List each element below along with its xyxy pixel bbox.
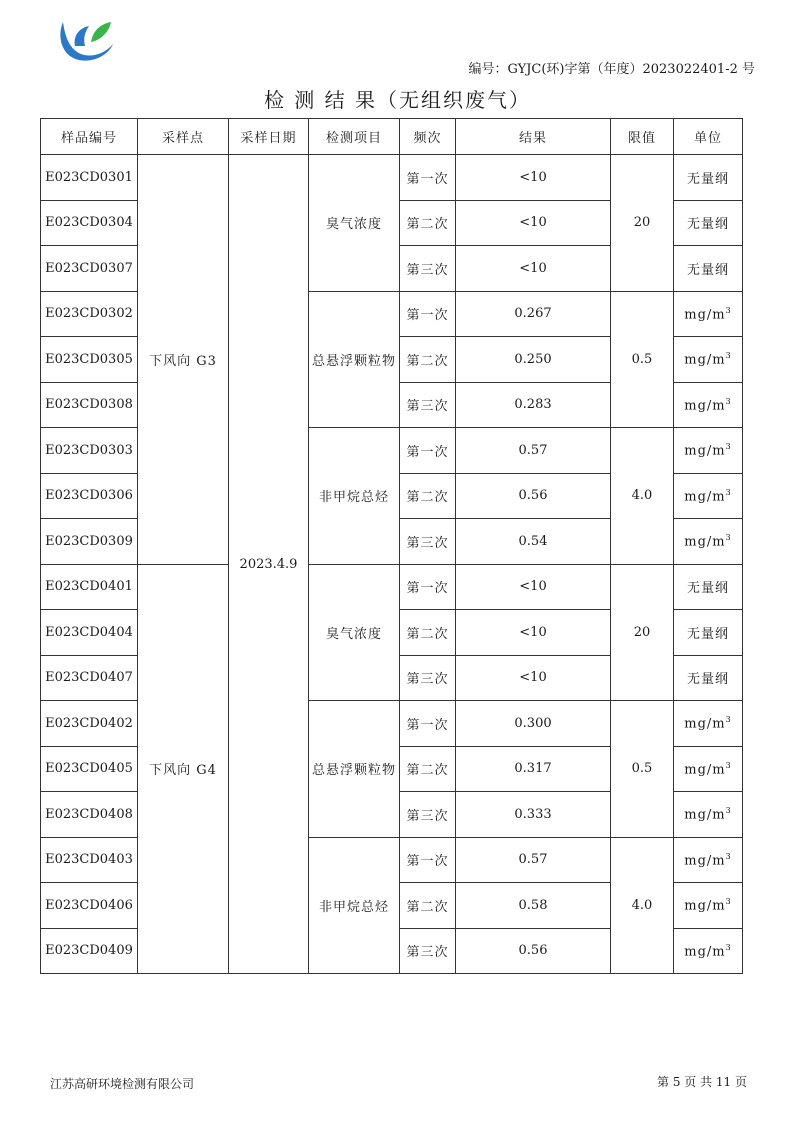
header-unit: 单位 [674, 119, 743, 155]
header-frequency: 频次 [400, 119, 456, 155]
unit-text: mg/m [684, 443, 726, 459]
unit-text: 无量纲 [686, 672, 729, 688]
frequency-cell: 第二次 [400, 200, 456, 246]
result-cell: <10 [456, 610, 611, 656]
unit-text: 无量纲 [686, 581, 729, 597]
result-cell: 0.56 [456, 928, 611, 974]
sample-id-cell: E023CD0408 [41, 792, 138, 838]
header-sampling-date: 采样日期 [229, 119, 309, 155]
sample-id-cell: E023CD0301 [41, 155, 138, 201]
unit-cell [674, 792, 743, 838]
unit-cell [674, 200, 743, 246]
result-cell: 0.58 [456, 883, 611, 929]
unit-superscript: 3 [725, 851, 732, 861]
frequency-cell: 第一次 [400, 155, 456, 201]
table-row [41, 155, 743, 201]
frequency-cell: 第二次 [400, 746, 456, 792]
result-cell: <10 [456, 655, 611, 701]
result-cell: 0.57 [456, 837, 611, 883]
result-cell: <10 [456, 155, 611, 201]
result-cell: 0.250 [456, 337, 611, 383]
frequency-cell: 第一次 [400, 428, 456, 474]
sample-id-cell: E023CD0304 [41, 200, 138, 246]
test-item-cell: 臭气浓度 [309, 155, 400, 292]
frequency-cell: 第二次 [400, 883, 456, 929]
frequency-cell: 第二次 [400, 610, 456, 656]
test-item-cell: 总悬浮颗粒物 [309, 291, 400, 428]
unit-cell [674, 382, 743, 428]
result-cell: 0.333 [456, 792, 611, 838]
page-title: 检 测 结 果（无组织废气） [263, 88, 532, 112]
unit-cell [674, 291, 743, 337]
sample-id-cell: E023CD0402 [41, 701, 138, 747]
result-cell: 0.283 [456, 382, 611, 428]
unit-cell [674, 701, 743, 747]
unit-superscript: 3 [725, 760, 732, 770]
unit-cell [674, 837, 743, 883]
table-row [41, 564, 743, 610]
unit-text: mg/m [684, 716, 726, 732]
unit-superscript: 3 [725, 442, 732, 452]
test-item-cell: 臭气浓度 [309, 564, 400, 701]
sample-id-cell: E023CD0303 [41, 428, 138, 474]
limit-cell: 0.5 [611, 701, 674, 838]
unit-superscript: 3 [725, 942, 732, 952]
sample-id-cell: E023CD0403 [41, 837, 138, 883]
sample-id-cell: E023CD0307 [41, 246, 138, 292]
frequency-cell: 第三次 [400, 382, 456, 428]
result-cell: 0.267 [456, 291, 611, 337]
result-cell: <10 [456, 200, 611, 246]
frequency-cell: 第三次 [400, 246, 456, 292]
limit-cell: 4.0 [611, 837, 674, 974]
result-cell: 0.300 [456, 701, 611, 747]
sample-id-cell: E023CD0407 [41, 655, 138, 701]
result-cell: <10 [456, 564, 611, 610]
unit-superscript: 3 [725, 897, 732, 907]
frequency-cell: 第一次 [400, 564, 456, 610]
header-sample-id: 样品编号 [41, 119, 138, 155]
unit-cell [674, 655, 743, 701]
unit-text: mg/m [684, 761, 726, 777]
test-item-cell: 非甲烷总烃 [309, 837, 400, 974]
sample-id-cell: E023CD0308 [41, 382, 138, 428]
header-result: 结果 [456, 119, 611, 155]
unit-text: mg/m [684, 807, 726, 823]
sample-id-cell: E023CD0305 [41, 337, 138, 383]
footer-company: 江苏高研环境检测有限公司 [50, 1077, 195, 1091]
frequency-cell: 第三次 [400, 928, 456, 974]
unit-superscript: 3 [725, 487, 732, 497]
limit-cell: 0.5 [611, 291, 674, 428]
sample-id-cell: E023CD0406 [41, 883, 138, 929]
unit-cell [674, 564, 743, 610]
unit-superscript: 3 [725, 715, 732, 725]
unit-text: mg/m [684, 943, 726, 959]
unit-superscript: 3 [725, 396, 732, 406]
unit-text: mg/m [684, 852, 726, 868]
sample-id-cell: E023CD0306 [41, 473, 138, 519]
unit-cell [674, 337, 743, 383]
header-test-item: 检测项目 [309, 119, 400, 155]
result-cell: 0.56 [456, 473, 611, 519]
unit-superscript: 3 [725, 305, 732, 315]
unit-cell [674, 519, 743, 565]
frequency-cell: 第二次 [400, 473, 456, 519]
frequency-cell: 第三次 [400, 655, 456, 701]
company-logo-icon [55, 16, 117, 66]
sample-id-cell: E023CD0404 [41, 610, 138, 656]
unit-cell [674, 610, 743, 656]
header-limit: 限值 [611, 119, 674, 155]
unit-cell [674, 155, 743, 201]
unit-text: mg/m [684, 306, 726, 322]
unit-text: mg/m [684, 898, 726, 914]
unit-cell [674, 928, 743, 974]
sampling-point-cell: 下风向 G4 [138, 564, 229, 974]
frequency-cell: 第一次 [400, 291, 456, 337]
unit-text: mg/m [684, 534, 726, 550]
frequency-cell: 第一次 [400, 701, 456, 747]
unit-cell [674, 246, 743, 292]
unit-superscript: 3 [725, 806, 732, 816]
frequency-cell: 第二次 [400, 337, 456, 383]
limit-cell: 20 [611, 564, 674, 701]
unit-text: 无量纲 [686, 262, 729, 278]
results-table [40, 118, 743, 974]
unit-text: 无量纲 [686, 626, 729, 642]
unit-text: 无量纲 [686, 171, 729, 187]
result-cell: 0.317 [456, 746, 611, 792]
table-header-row [41, 119, 743, 155]
sample-id-cell: E023CD0405 [41, 746, 138, 792]
sampling-point-cell: 下风向 G3 [138, 155, 229, 565]
sample-id-cell: E023CD0302 [41, 291, 138, 337]
result-cell: 0.57 [456, 428, 611, 474]
unit-text: mg/m [684, 352, 726, 368]
unit-text: mg/m [684, 397, 726, 413]
result-cell: <10 [456, 246, 611, 292]
unit-text: mg/m [684, 488, 726, 504]
limit-cell: 4.0 [611, 428, 674, 565]
unit-cell [674, 428, 743, 474]
unit-cell [674, 746, 743, 792]
document-number: 编号：GYJC(环)字第（年度）2023022401-2 号 [468, 62, 755, 77]
unit-superscript: 3 [725, 351, 732, 361]
unit-superscript: 3 [725, 533, 732, 543]
frequency-cell: 第三次 [400, 519, 456, 565]
frequency-cell: 第三次 [400, 792, 456, 838]
limit-cell: 20 [611, 155, 674, 292]
footer-page-number: 第 5 页 共 11 页 [657, 1075, 747, 1089]
test-item-cell: 非甲烷总烃 [309, 428, 400, 565]
sample-id-cell: E023CD0401 [41, 564, 138, 610]
sample-id-cell: E023CD0309 [41, 519, 138, 565]
test-item-cell: 总悬浮颗粒物 [309, 701, 400, 838]
frequency-cell: 第一次 [400, 837, 456, 883]
sampling-date-cell: 2023.4.9 [229, 155, 309, 974]
unit-cell [674, 473, 743, 519]
result-cell: 0.54 [456, 519, 611, 565]
header-sampling-point: 采样点 [138, 119, 229, 155]
unit-text: 无量纲 [686, 217, 729, 233]
sample-id-cell: E023CD0409 [41, 928, 138, 974]
unit-cell [674, 883, 743, 929]
